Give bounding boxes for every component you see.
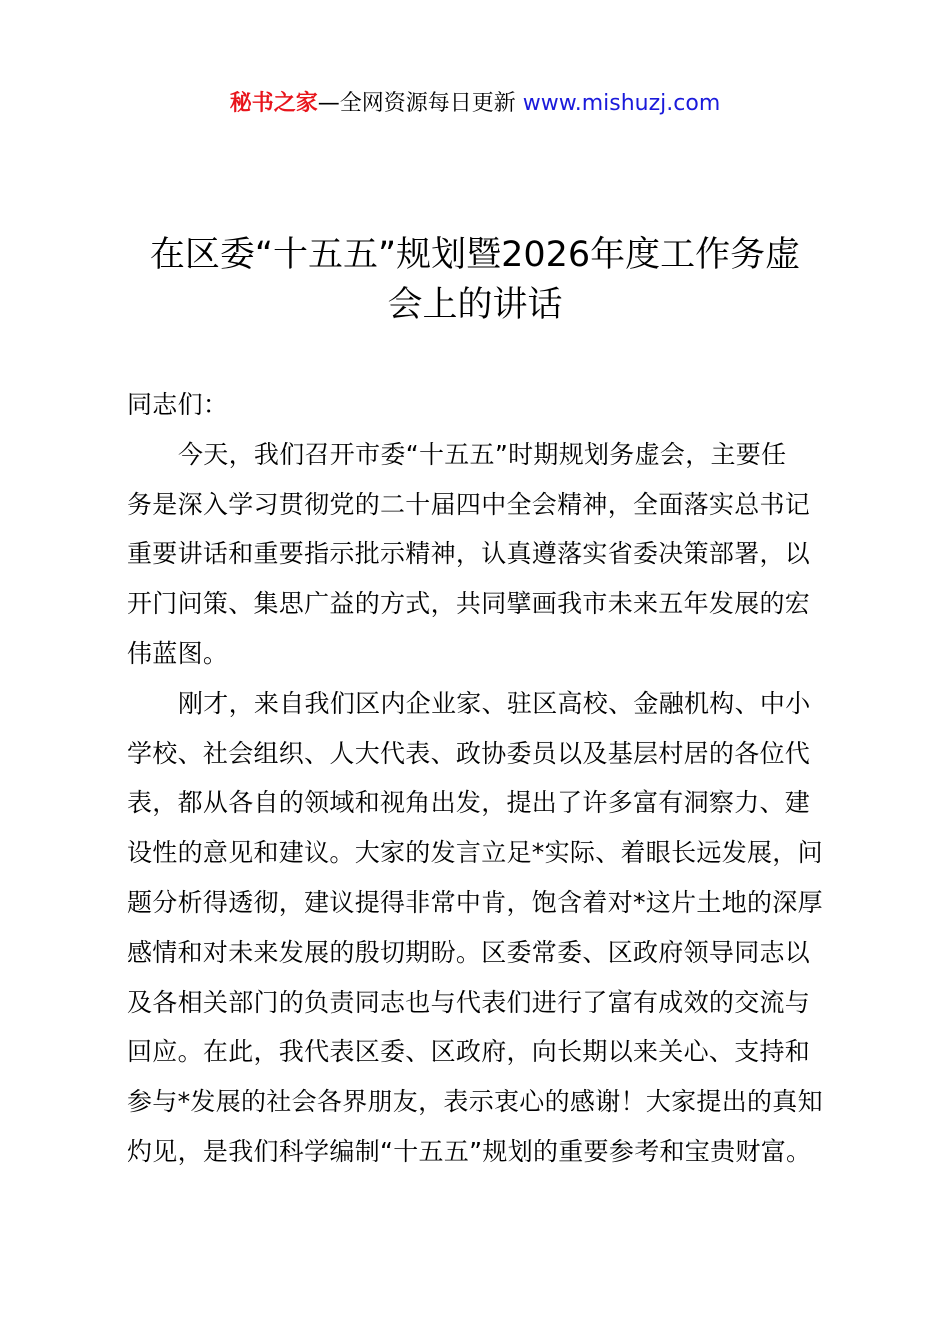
brand-name: 秘书之家 <box>229 91 318 116</box>
document-title <box>100 230 850 330</box>
text-line: 伟蓝图。 <box>127 638 229 668</box>
slogan: —全网资源每日更新 <box>317 91 523 116</box>
text-line: 参与*发展的社会各界朋友，表示衷心的感谢！大家提出的真知 <box>127 1087 823 1117</box>
text-line: 今天，我们召开市委“十五五”时期规划务虚会，主要任 <box>178 439 787 469</box>
text-line: 开门问策、集思广益的方式，共同擘画我市未来五年发展的宏 <box>127 589 811 619</box>
title-line: 会上的讲话 <box>387 285 563 325</box>
paragraph-2 <box>127 679 847 1177</box>
text-line: 感情和对未来发展的殷切期盼。区委常委、区政府领导同志以 <box>127 937 811 967</box>
document-body <box>127 380 847 1177</box>
text-line: 重要讲话和重要指示批示精神，认真遵落实省委决策部署，以 <box>127 539 811 569</box>
text-line: 表，都从各自的领域和视角出发，提出了许多富有洞察力、建 <box>127 788 811 818</box>
text-line: 回应。在此，我代表区委、区政府，向长期以来关心、支持和 <box>127 1037 811 1067</box>
text-line: 刚才，来自我们区内企业家、驻区高校、金融机构、中小 <box>178 688 811 718</box>
text-line: 学校、社会组织、人大代表、政协委员以及基层村居的各位代 <box>127 738 811 768</box>
site-link[interactable]: www.mishuzj.com <box>522 91 721 116</box>
text-line: 设性的意见和建议。大家的发言立足*实际、着眼长远发展，问 <box>127 838 823 868</box>
text-line: 及各相关部门的负责同志也与代表们进行了富有成效的交流与 <box>127 987 811 1017</box>
title-line: 在区委“十五五”规划暨2026年度工作务虚 <box>149 235 801 275</box>
text-line: 灼见，是我们科学编制“十五五”规划的重要参考和宝贵财富。 <box>127 1136 812 1166</box>
salutation: 同志们： <box>127 390 229 419</box>
text-line: 题分析得透彻，建议提得非常中肯，饱含着对*这片土地的深厚 <box>127 887 823 917</box>
paragraph-1 <box>127 430 847 679</box>
site-header <box>0 88 950 120</box>
text-line: 务是深入学习贯彻党的二十届四中全会精神，全面落实总书记 <box>127 489 811 519</box>
